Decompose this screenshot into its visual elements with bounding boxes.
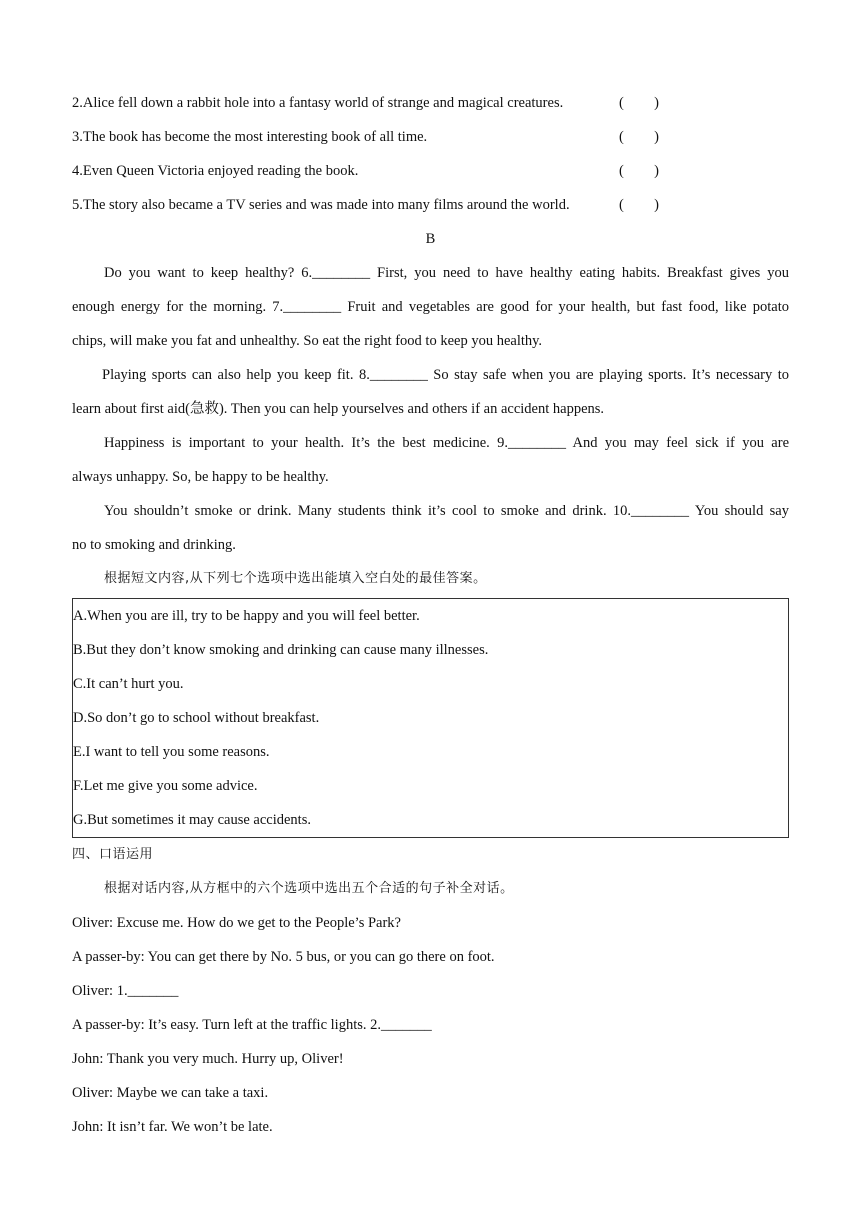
answer-bracket: ( ) [619,197,659,213]
paragraph-line: learn about first aid(急救). Then you can help yourselves and others if an accident happens. [72,401,605,417]
tf-item-text: 4.Even Queen Victoria enjoyed reading the book. [72,163,359,179]
answer-bracket: ( ) [619,129,659,145]
option-item: C.It can’t hurt you. [73,676,184,692]
tf-item [72,154,789,188]
tf-item [72,188,789,222]
option-item: A.When you are ill, try to be happy and you will feel better. [73,608,420,624]
option-item: E.I want to tell you some reasons. [73,744,270,760]
dialogue-line: Oliver: Excuse me. How do we get to the People’s Park? [72,915,401,931]
option-item: D.So don’t go to school without breakfast. [73,710,320,726]
section-b-heading: B [425,231,436,247]
tf-item [72,120,789,154]
option-item: F.Let me give you some advice. [73,778,258,794]
answer-bracket: ( ) [619,163,659,179]
paragraph-line: Happiness is important to your health. It’s the best medicine. 9.________ And you may feel sick if you are [104,435,789,451]
section-four-instruction: 根据对话内容,从方框中的六个选项中选出五个合适的句子补全对话。 [104,881,514,896]
paragraph-line: enough energy for the morning. 7.________ Fruit and vegetables are good for your health, but fast food, like potato [72,299,789,315]
tf-item [72,86,789,120]
dialogue-line: A passer-by: It’s easy. Turn left at the traffic lights. 2._______ [72,1017,432,1033]
options-box [72,598,789,838]
tf-item-text: 5.The story also became a TV series and was made into many films around the world. [72,197,570,213]
section-four-heading: 四、口语运用 [72,847,154,862]
tf-item-text: 2.Alice fell down a rabbit hole into a fantasy world of strange and magical creatures. [72,95,564,111]
paragraph-line: no to smoking and drinking. [72,537,236,553]
option-item: B.But they don’t know smoking and drinking can cause many illnesses. [73,642,489,658]
paragraph-line: You shouldn’t smoke or drink. Many students think it’s cool to smoke and drink. 10.________ You should say [104,503,789,519]
paragraph-line: Do you want to keep healthy? 6.________ First, you need to have healthy eating habits. Breakfast gives you [104,265,789,281]
option-item: G.But sometimes it may cause accidents. [73,812,311,828]
tf-item-text: 3.The book has become the most interesting book of all time. [72,129,428,145]
paragraph-line: Playing sports can also help you keep fit. 8.________ So stay safe when you are playing sports. It’s necessary to [102,367,789,383]
dialogue-line: A passer-by: You can get there by No. 5 bus, or you can go there on foot. [72,949,495,965]
dialogue-line: John: It isn’t far. We won’t be late. [72,1119,273,1135]
section-b-instruction: 根据短文内容,从下列七个选项中选出能填入空白处的最佳答案。 [104,571,487,586]
worksheet-page [72,86,789,1144]
dialogue-line: Oliver: 1._______ [72,983,179,999]
dialogue-line: John: Thank you very much. Hurry up, Oliver! [72,1051,344,1067]
answer-bracket: ( ) [619,95,659,111]
dialogue-line: Oliver: Maybe we can take a taxi. [72,1085,269,1101]
paragraph-line: always unhappy. So, be happy to be healthy. [72,469,329,485]
paragraph-line: chips, will make you fat and unhealthy. So eat the right food to keep you healthy. [72,333,543,349]
